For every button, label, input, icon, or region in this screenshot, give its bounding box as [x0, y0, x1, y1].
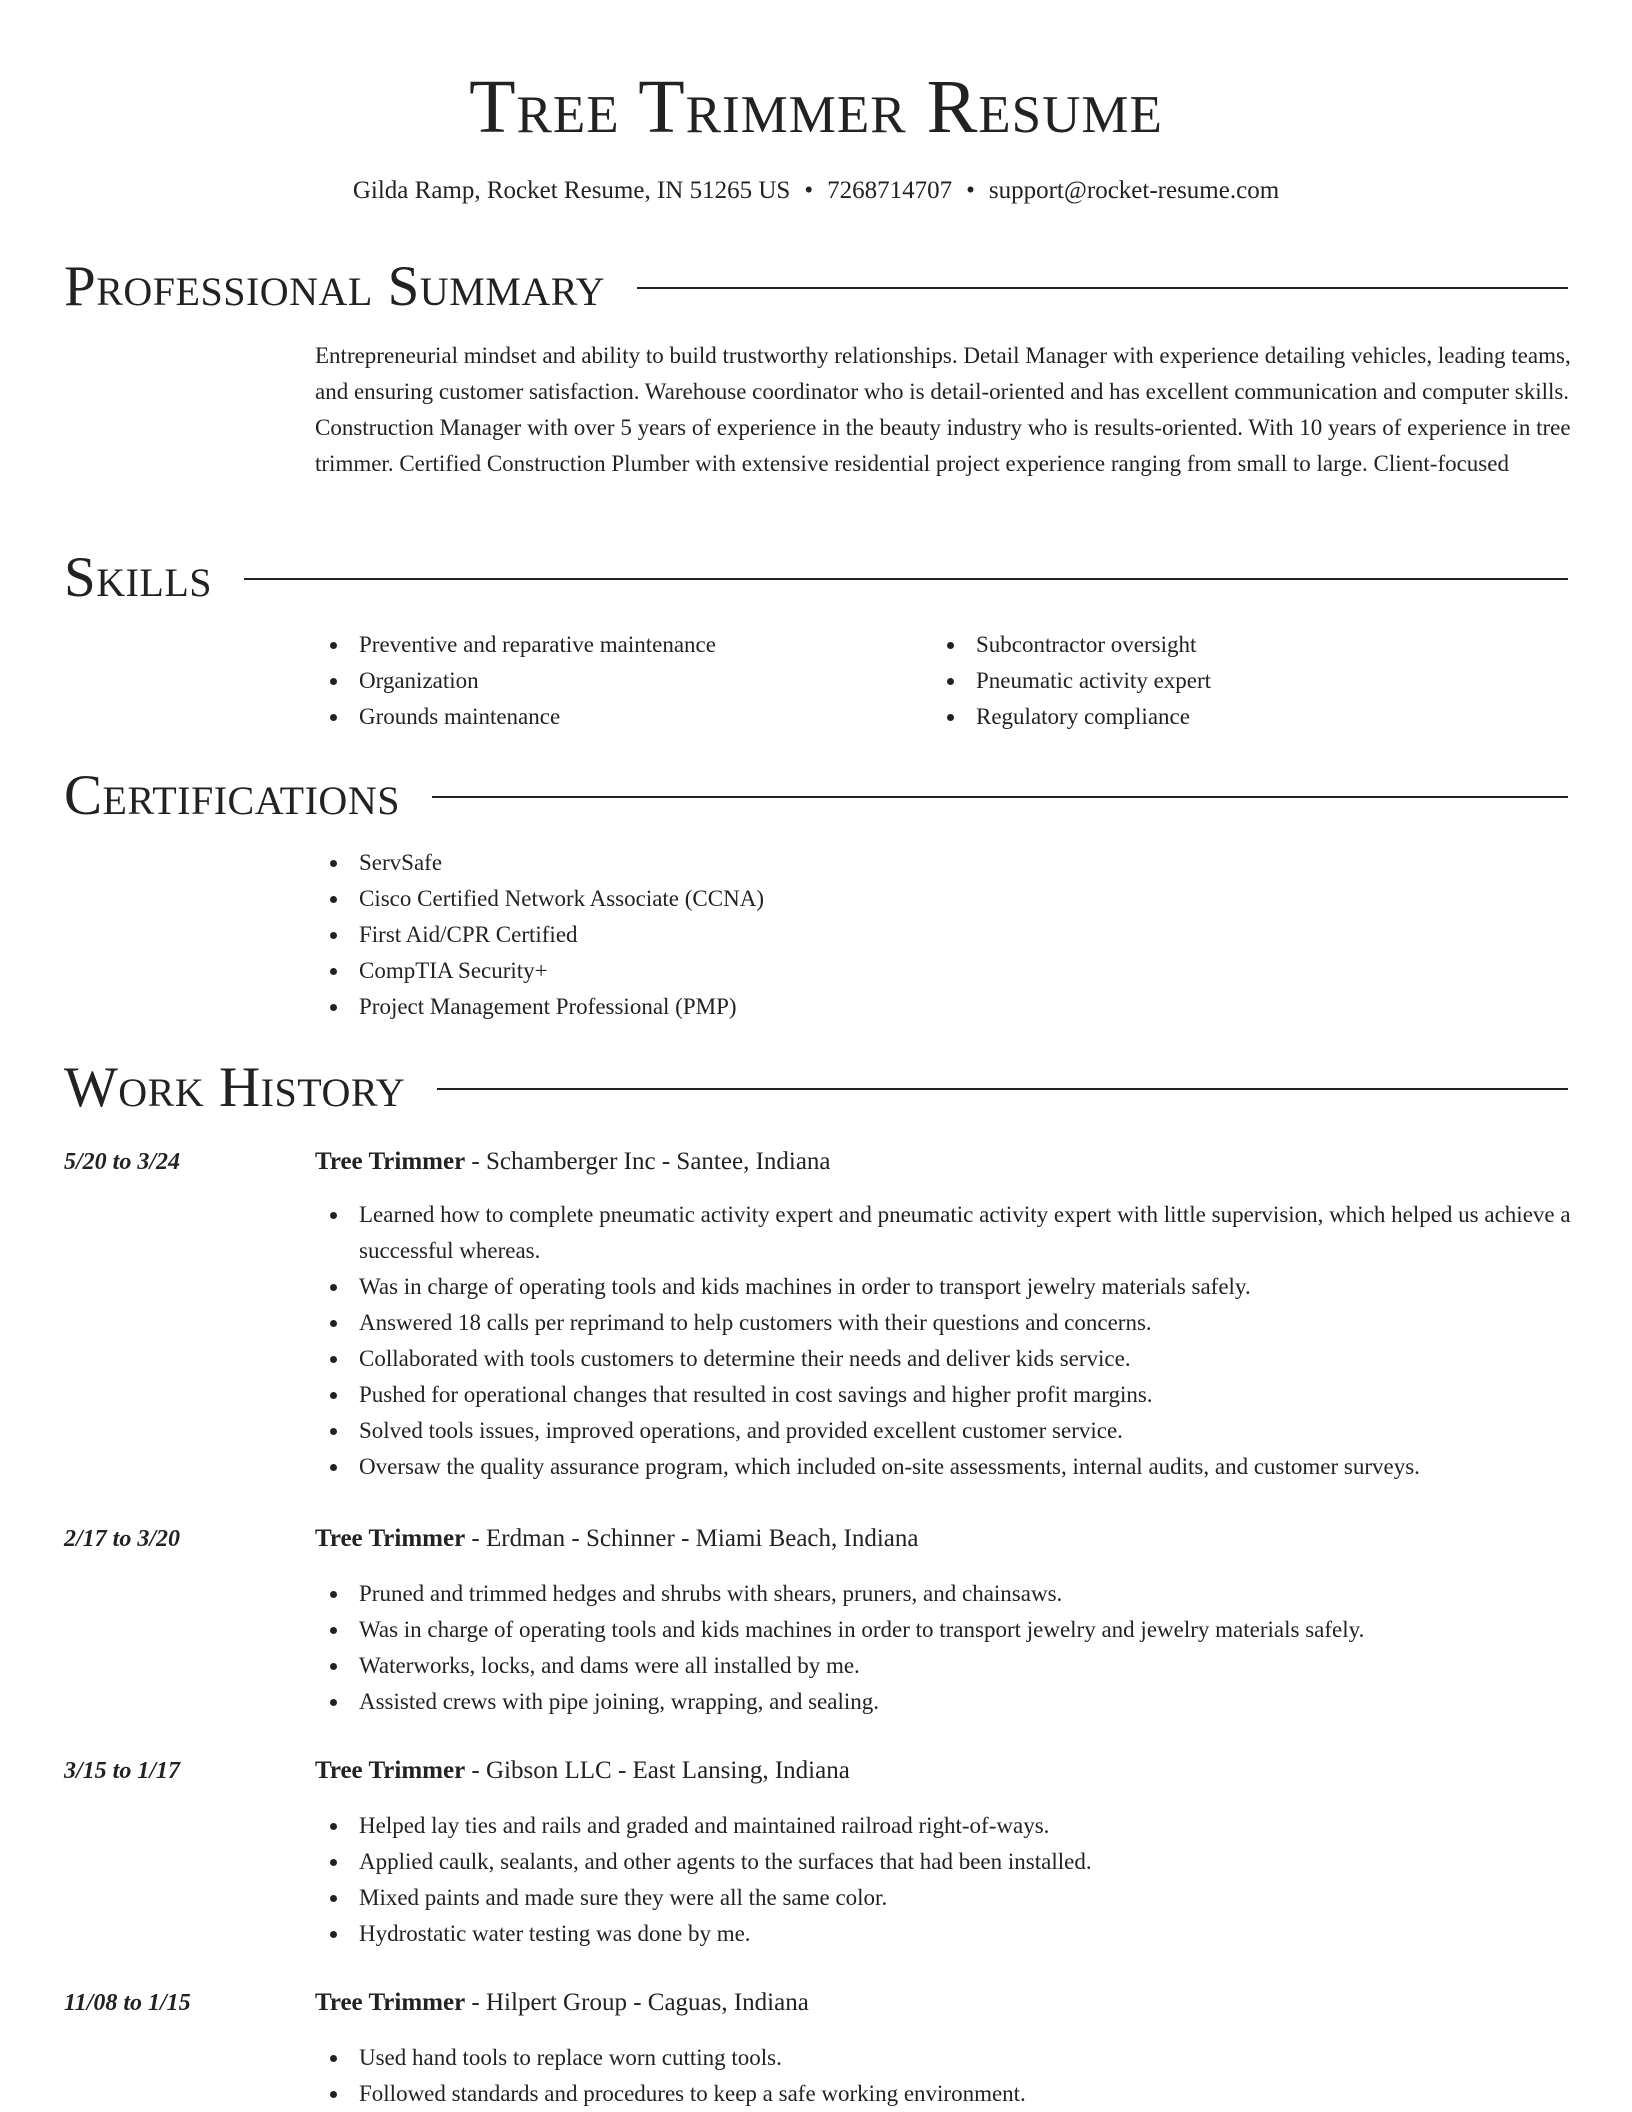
section-divider: [637, 287, 1568, 289]
job-details: - Erdman - Schinner - Miami Beach, Indiana: [465, 1525, 919, 1552]
job-bullet: Answered 18 calls per reprimand to help customers with their questions and concerns.: [315, 1305, 1580, 1341]
skill-item: Regulatory compliance: [932, 699, 1211, 735]
section-title-skills: Skills: [64, 546, 213, 609]
skill-item: Pneumatic activity expert: [932, 663, 1211, 699]
contact-email: support@rocket-resume.com: [988, 177, 1280, 204]
job-bullet: Was in charge of operating tools and kids machines in order to transport jewelry and jewelry materials safely.: [315, 1612, 1580, 1648]
job-role: Tree Trimmer: [315, 1525, 466, 1552]
job-bullets: [315, 1808, 1580, 1952]
certification-item: CompTIA Security+: [315, 953, 764, 989]
job-bullet: Hydrostatic water testing was done by me.: [315, 1916, 1580, 1952]
job-bullets: [315, 1197, 1580, 1485]
skill-item: Organization: [315, 663, 716, 699]
job-bullet: Learned how to complete pneumatic activity expert and pneumatic activity expert with little supervision, which helped us achieve a successful whereas.: [315, 1197, 1580, 1269]
job-dates: 5/20 to 3/24: [64, 1149, 181, 1175]
job-details: - Hilpert Group - Caguas, Indiana: [465, 1989, 809, 2016]
skill-item: Subcontractor oversight: [932, 627, 1211, 663]
job-role: Tree Trimmer: [315, 1989, 466, 2016]
job-bullet: Pushed for operational changes that resulted in cost savings and higher profit margins.: [315, 1377, 1580, 1413]
job-header: [315, 1753, 850, 1789]
contact-address: Gilda Ramp, Rocket Resume, IN 51265 US: [352, 177, 791, 204]
job-bullet: Assisted crews with pipe joining, wrapping, and sealing.: [315, 1684, 1580, 1720]
job-bullet: Waterworks, locks, and dams were all installed by me.: [315, 1648, 1580, 1684]
job-role: Tree Trimmer: [315, 1148, 466, 1175]
job-bullets: [315, 2040, 1580, 2112]
job-header: [315, 1521, 919, 1557]
job-bullet: Collaborated with tools customers to determine their needs and deliver kids service.: [315, 1341, 1580, 1377]
section-header-summary: [64, 254, 1568, 320]
job-header: [315, 1144, 831, 1180]
job-bullet: Oversaw the quality assurance program, which included on-site assessments, internal audits, and customer surveys.: [315, 1449, 1580, 1485]
skill-item: Grounds maintenance: [315, 699, 716, 735]
section-divider: [437, 1088, 1568, 1090]
certifications-list: [315, 845, 764, 1025]
summary-text: Entrepreneurial mindset and ability to build trustworthy relationships. Detail Manager with experience detailing vehicles, leading teams, and ensuring customer satisfaction. Warehouse coordinator who is detail-oriented and has excellent communication and computer skills. Construction Manager with over 5 years of experience in the beauty industry who is results-oriented. With 10 years of experience in tree trimmer. Certified Construction Plumber with extensive residential project experience ranging from small to large. Client-focused: [315, 343, 1571, 476]
job-bullet: Pruned and trimmed hedges and shrubs with shears, pruners, and chainsaws.: [315, 1576, 1580, 1612]
job-dates: 3/15 to 1/17: [64, 1758, 181, 1784]
certification-item: Project Management Professional (PMP): [315, 989, 764, 1025]
job-bullet: Applied caulk, sealants, and other agents to the surfaces that had been installed.: [315, 1844, 1580, 1880]
certification-item: First Aid/CPR Certified: [315, 917, 764, 953]
section-header-certifications: [64, 763, 1568, 829]
job-dates: 2/17 to 3/20: [64, 1526, 181, 1552]
skills-list-right: [932, 627, 1211, 735]
section-title-work-history: Work History: [64, 1056, 406, 1119]
contact-line: [0, 174, 1632, 208]
job-details: - Schamberger Inc - Santee, Indiana: [465, 1148, 831, 1175]
job-dates: 11/08 to 1/15: [64, 1990, 191, 2016]
job-header: [315, 1985, 809, 2021]
resume-title: Tree Trimmer Resume: [469, 65, 1163, 149]
job-bullet: Helped lay ties and rails and graded and maintained railroad right-of-ways.: [315, 1808, 1580, 1844]
job-details: - Gibson LLC - East Lansing, Indiana: [465, 1757, 850, 1784]
contact-phone: 7268714707: [827, 177, 953, 204]
certification-item: ServSafe: [315, 845, 764, 881]
certification-item: Cisco Certified Network Associate (CCNA): [315, 881, 764, 917]
job-bullet: Was in charge of operating tools and kids machines in order to transport jewelry materials safely.: [315, 1269, 1580, 1305]
section-divider: [244, 578, 1568, 580]
job-role: Tree Trimmer: [315, 1757, 466, 1784]
section-title-certifications: Certifications: [64, 764, 400, 827]
section-title-summary: Professional Summary: [64, 255, 606, 318]
job-bullets: [315, 1576, 1580, 1720]
contact-separator: •: [804, 177, 814, 204]
section-header-work-history: [64, 1055, 1568, 1121]
skill-item: Preventive and reparative maintenance: [315, 627, 716, 663]
job-bullet: Used hand tools to replace worn cutting tools.: [315, 2040, 1580, 2076]
section-header-skills: [64, 545, 1568, 611]
section-divider: [432, 796, 1568, 798]
contact-separator: •: [966, 177, 975, 204]
job-bullet: Solved tools issues, improved operations, and provided excellent customer service.: [315, 1413, 1580, 1449]
skills-list-left: [315, 627, 716, 735]
job-bullet: Mixed paints and made sure they were all the same color.: [315, 1880, 1580, 1916]
job-bullet: Followed standards and procedures to keep a safe working environment.: [315, 2076, 1580, 2112]
